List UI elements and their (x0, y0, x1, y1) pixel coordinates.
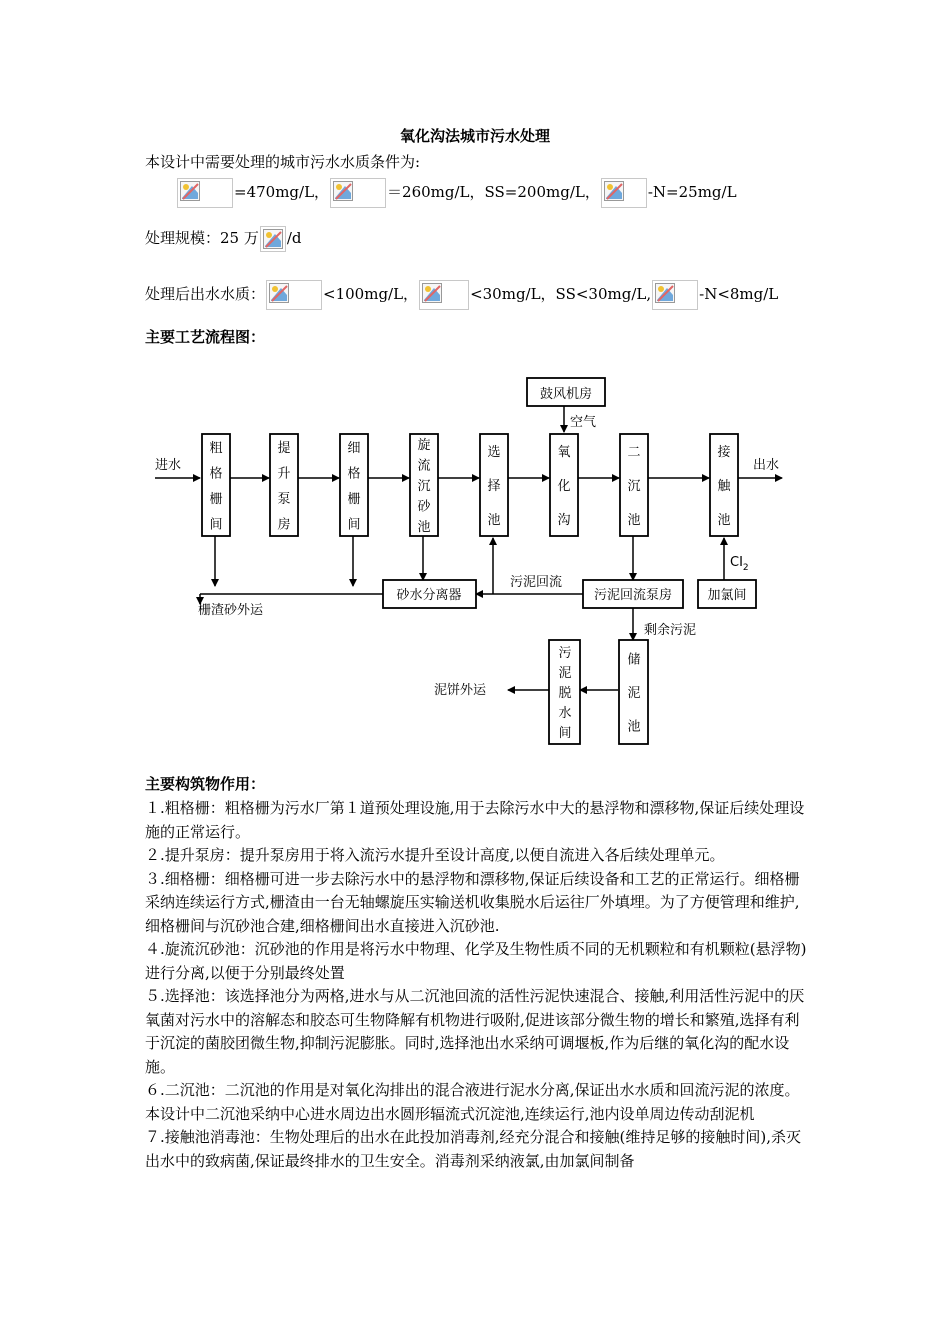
paragraph-clarifier: ６.二沉池：二沉池的作用是对氧化沟排出的混合液进行泥水分离,保证出水水质和回流污泥的浓度。本设计中二沉池采纳中心进水周边出水圆形辐流式沉淀池,连续运行,池内设单周边传动刮泥机 (145, 1081, 800, 1123)
effluent-label: 处理后出水水质： (145, 285, 266, 303)
unit-label-char: 沉 (627, 479, 641, 494)
effluent-bod-ss: <30mg/L，SS<30mg/L, (470, 285, 652, 303)
unit-label-char: 旋 (417, 438, 431, 454)
unit-label-char: 化 (557, 479, 571, 494)
blower-label: 鼓风机房 (539, 387, 593, 402)
structures-heading: 主要构筑物作用： (145, 775, 266, 793)
air-label: 空气 (570, 415, 597, 430)
unit-label-char: 氧 (557, 445, 571, 460)
cake-out-label: 泥饼外运 (434, 683, 487, 698)
thickener-label-char: 储 (627, 652, 641, 668)
broken-image-icon (330, 178, 386, 208)
influent-nh3n: -N=25mg/L (647, 183, 737, 201)
dewatering-label-char: 水 (558, 706, 572, 721)
screenings-label: 栅渣砂外运 (198, 603, 264, 618)
effluent-quality-line (145, 280, 778, 310)
broken-image-icon (601, 178, 647, 208)
intro-text: 本设计中需要处理的城市污水水质条件为: (145, 153, 421, 171)
unit-label-char: 格 (347, 466, 361, 482)
process-flow-diagram (150, 372, 790, 750)
unit-label-char: 二 (627, 445, 641, 460)
unit-label-char: 择 (487, 479, 501, 494)
unit-label-char: 栅 (347, 491, 361, 507)
unit-label-char: 沟 (557, 513, 571, 528)
broken-image-icon (260, 226, 286, 252)
paragraph-coarse-screen: １.粗格栅：粗格栅为污水厂第１道预处理设施,用于去除污水中大的悬浮物和漂移物,保证后续处理设施的正常运行。 (145, 799, 805, 841)
unit-label-char: 池 (417, 519, 431, 535)
broken-image-icon (266, 280, 322, 310)
unit-label-char: 粗 (209, 440, 223, 456)
effluent-nh3n: -N<8mg/L (699, 285, 779, 303)
unit-label-char: 细 (347, 440, 361, 456)
unit-label-char: 流 (417, 458, 431, 474)
unit-label-char: 沉 (417, 479, 431, 494)
dewatering-label-char: 泥 (558, 666, 572, 681)
unit-label-char: 间 (209, 517, 223, 533)
thickener-label-char: 泥 (627, 686, 641, 701)
scale-label: 处理规模：25 万 (145, 229, 259, 247)
unit-label-char: 栅 (209, 491, 223, 507)
scale-line (145, 226, 302, 252)
paragraph-fine-screen: ３.细格栅：细格栅可进一步去除污水中的悬浮物和漂移物,保证后续设备和工艺的正常运行。细格栅采纳连续运行方式,栅渣由一台无轴螺旋压实输送机收集脱水后运往厂外填埋。为了方便管理和维护,细格栅间与沉砂池合建,细格栅间出水直接进入沉砂池. (145, 869, 800, 935)
unit-label-char: 选 (487, 445, 501, 460)
chlorine-room-label: 加氯间 (707, 588, 747, 603)
influent-quality-line (176, 178, 737, 208)
cl2-label: $CI_2$ (730, 555, 749, 573)
unit-label-char: 池 (487, 513, 501, 528)
inlet-label: 进水 (155, 458, 182, 473)
broken-image-icon (177, 178, 233, 208)
outlet-label: 出水 (753, 458, 780, 473)
paragraph-grit-chamber: ４.旋流沉砂池：沉砂池的作用是将污水中物理、化学及生物性质不同的无机颗粒和有机颗粒(悬浮物)进行分离,以便于分别最终处置 (145, 940, 807, 982)
unit-label-char: 泵 (277, 491, 291, 507)
page-title: 氧化沟法城市污水处理 (399, 127, 550, 145)
unit-label-char: 提 (277, 440, 291, 456)
paragraph-lift-pump: ２.提升泵房：提升泵房用于将入流污水提升至设计高度,以便自流进入各后续处理单元。 (145, 846, 725, 864)
unit-label-char: 接 (717, 445, 731, 460)
dewatering-label-char: 脱 (558, 686, 572, 701)
structures-list (145, 797, 810, 1173)
paragraph-contact-tank: ７.接触池消毒池：生物处理后的出水在此投加消毒剂,经充分混合和接触(维持足够的接触时间),杀灭出水中的致病菌,保证最终排水的卫生安全。消毒剂采纳液氯,由加氯间制备 (145, 1128, 802, 1170)
broken-image-icon (419, 280, 469, 310)
excess-sludge-label: 剩余污泥 (644, 623, 697, 638)
influent-cod: =470mg/L， (234, 183, 330, 201)
dewatering-label-char: 间 (558, 726, 572, 741)
sludge-return-label: 污泥回流 (510, 575, 563, 590)
thickener-label-char: 池 (627, 719, 641, 735)
unit-label-char: 砂 (417, 499, 431, 515)
paragraph-selector: ５.选择池：该选择池分为两格,进水与从二沉池回流的活性污泥快速混合、接触,利用活性污泥中的厌氧菌对污水中的溶解态和胶态可生物降解有机物进行吸附,促进该部分微生物的增长和繁殖,选择有利于沉淀的菌胶团微生物,抑制污泥膨胀。同时,选择池出水采纳可调堰板,作为后继的氧化沟的配水设施。 (145, 987, 805, 1076)
scale-unit: /d (286, 229, 302, 247)
return-pump-label: 污泥回流泵房 (593, 588, 673, 603)
effluent-cod: <100mg/L， (323, 285, 419, 303)
unit-label-char: 触 (717, 479, 731, 494)
unit-label-char: 间 (347, 517, 361, 533)
dewatering-label-char: 污 (558, 646, 572, 661)
unit-label-char: 格 (209, 466, 223, 482)
unit-label-char: 池 (717, 513, 731, 528)
flow-heading: 主要工艺流程图： (145, 328, 266, 346)
influent-bod-ss: ＝260mg/L，SS=200mg/L， (387, 183, 600, 201)
broken-image-icon (652, 280, 698, 310)
unit-label-char: 升 (277, 466, 291, 482)
unit-label-char: 房 (277, 517, 291, 533)
separator-label: 砂水分离器 (396, 588, 462, 603)
unit-label-char: 池 (627, 513, 641, 528)
